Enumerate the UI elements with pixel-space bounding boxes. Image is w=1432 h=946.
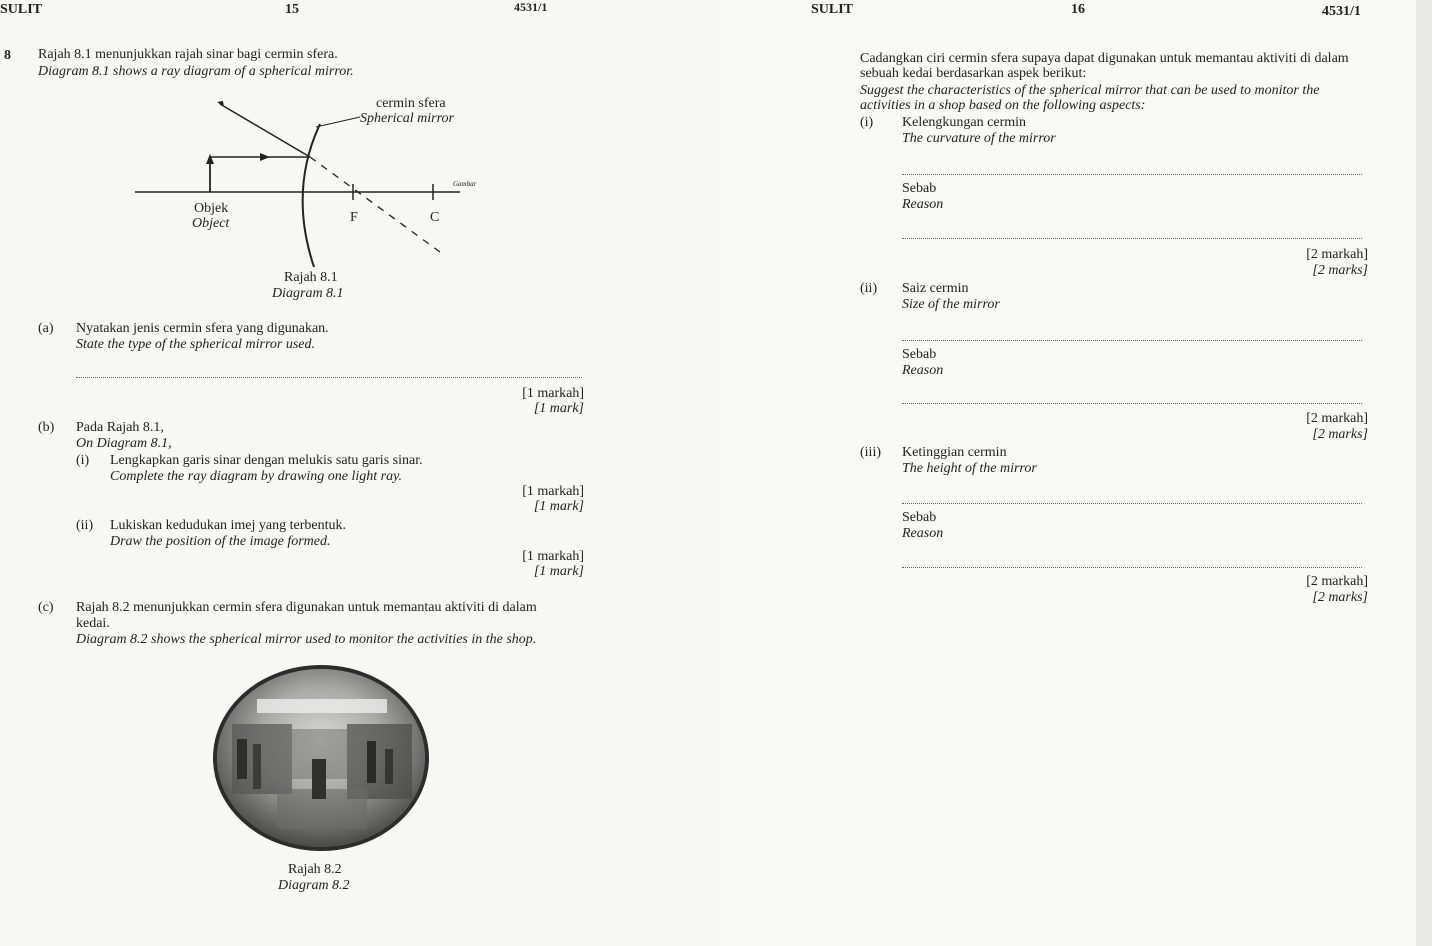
mirror-label-ms: cermin sfera bbox=[376, 96, 446, 111]
part-ii-text-en: Size of the mirror bbox=[902, 297, 1000, 312]
part-iii-text-en: The height of the mirror bbox=[902, 461, 1037, 476]
object-label-en: Object bbox=[192, 216, 230, 231]
diagram-8-2-caption-en: Diagram 8.2 bbox=[278, 878, 350, 893]
reflected-ray bbox=[220, 104, 310, 157]
part-iii-text-ms: Ketinggian cermin bbox=[902, 445, 1007, 460]
part-ii-reason-en: Reason bbox=[902, 363, 944, 378]
part-ii-label: (ii) bbox=[860, 281, 878, 296]
part-i-text-en: The curvature of the mirror bbox=[902, 131, 1056, 146]
part-ii-reason-line[interactable] bbox=[902, 403, 1362, 404]
header-sulit: SULIT bbox=[0, 2, 43, 17]
part-c-label: (c) bbox=[38, 600, 54, 615]
part-ii-answer-line[interactable] bbox=[902, 340, 1362, 341]
question-intro-en: Diagram 8.1 shows a ray diagram of a spherical mirror. bbox=[38, 64, 354, 79]
part-a-answer-line[interactable] bbox=[76, 377, 582, 378]
reflected-ray-arrowhead bbox=[217, 101, 224, 107]
mirror-label-en: Spherical mirror bbox=[360, 111, 454, 126]
part-c-text-ms-2: kedai. bbox=[76, 616, 110, 631]
part-ii-reason-ms: Sebab bbox=[902, 347, 937, 362]
part-iii-reason-ms: Sebab bbox=[902, 510, 937, 525]
part-b-i-label: (i) bbox=[76, 453, 90, 468]
part-a-text-ms: Nyatakan jenis cermin sfera yang digunakan. bbox=[76, 321, 329, 336]
header-sulit: SULIT bbox=[811, 2, 854, 17]
part-i-reason-en: Reason bbox=[902, 197, 944, 212]
part-b-text-ms: Pada Rajah 8.1, bbox=[76, 420, 164, 435]
centre-of-curvature-label: C bbox=[430, 210, 440, 225]
diagram-8-1-caption-ms: Rajah 8.1 bbox=[284, 270, 338, 285]
part-b-label: (b) bbox=[38, 420, 55, 435]
diagram-8-1-caption-en: Diagram 8.1 bbox=[272, 286, 344, 301]
part-iii-label: (iii) bbox=[860, 445, 881, 460]
part-b-i-text-ms: Lengkapkan garis sinar dengan melukis satu garis sinar. bbox=[110, 453, 423, 468]
part-ii-mark-ms: [2 markah] bbox=[1306, 411, 1368, 426]
part-b-i-mark-en: [1 mark] bbox=[533, 499, 584, 514]
intro-en-line-2: activities in a shop based on the following aspects: bbox=[860, 98, 1146, 113]
part-c-text-ms-1: Rajah 8.2 menunjukkan cermin sfera digunakan untuk memantau aktiviti di dalam bbox=[76, 600, 537, 615]
part-c-text-en: Diagram 8.2 shows the spherical mirror used to monitor the activities in the shop. bbox=[76, 632, 537, 647]
incident-ray-arrowhead bbox=[260, 153, 270, 161]
part-i-reason-line[interactable] bbox=[902, 238, 1362, 239]
part-b-ii-mark-en: [1 mark] bbox=[533, 564, 584, 579]
part-i-text-ms: Kelengkungan cermin bbox=[902, 115, 1027, 130]
part-i-mark-ms: [2 markah] bbox=[1306, 247, 1368, 262]
part-ii-text-ms: Saiz cermin bbox=[902, 281, 969, 296]
virtual-ray-extension bbox=[310, 157, 440, 252]
diagram-8-2-caption-ms: Rajah 8.2 bbox=[288, 862, 342, 877]
part-b-i-text-en: Complete the ray diagram by drawing one light ray. bbox=[110, 469, 403, 484]
part-a-mark-ms: [1 markah] bbox=[522, 386, 584, 401]
spherical-mirror-curve bbox=[303, 124, 320, 267]
part-iii-mark-en: [2 marks] bbox=[1312, 590, 1368, 605]
header-page-number: 16 bbox=[1071, 2, 1085, 17]
part-b-ii-label: (ii) bbox=[76, 518, 94, 533]
part-iii-answer-line[interactable] bbox=[902, 503, 1362, 504]
mirror-label-leader bbox=[316, 117, 360, 127]
intro-ms-line-2: sebuah kedai berdasarkan aspek berikut: bbox=[860, 66, 1087, 81]
shop-reflection-image bbox=[217, 669, 425, 847]
intro-ms-line-1: Cadangkan ciri cermin sfera supaya dapat digunakan untuk memantau aktiviti di dalam bbox=[860, 51, 1349, 66]
object-label-ms: Objek bbox=[194, 201, 229, 216]
part-a-mark-en: [1 mark] bbox=[533, 401, 584, 416]
axis-note: Gambar bbox=[453, 180, 477, 188]
question-number: 8 bbox=[4, 48, 11, 63]
exam-page-16 bbox=[716, 0, 1416, 946]
question-intro-ms: Rajah 8.1 menunjukkan rajah sinar bagi cermin sfera. bbox=[38, 47, 338, 62]
part-b-ii-text-ms: Lukiskan kedudukan imej yang terbentuk. bbox=[110, 518, 346, 533]
part-b-ii-mark-ms: [1 markah] bbox=[522, 549, 584, 564]
object-arrowhead bbox=[206, 154, 214, 164]
part-a-text-en: State the type of the spherical mirror used. bbox=[76, 337, 315, 352]
header-paper-code: 4531/1 bbox=[1322, 4, 1361, 19]
intro-en-line-1: Suggest the characteristics of the spherical mirror that can be used to monitor the bbox=[860, 83, 1320, 98]
part-b-text-en: On Diagram 8.1, bbox=[76, 436, 172, 451]
part-ii-mark-en: [2 marks] bbox=[1312, 427, 1368, 442]
convex-mirror-photo bbox=[213, 665, 429, 851]
part-i-mark-en: [2 marks] bbox=[1312, 263, 1368, 278]
focal-point-label: F bbox=[350, 210, 358, 225]
part-iii-mark-ms: [2 markah] bbox=[1306, 574, 1368, 589]
header-paper-code: 4531/1 bbox=[514, 0, 548, 14]
part-b-ii-text-en: Draw the position of the image formed. bbox=[110, 534, 331, 549]
part-b-i-mark-ms: [1 markah] bbox=[522, 484, 584, 499]
part-i-answer-line[interactable] bbox=[902, 174, 1362, 175]
part-a-label: (a) bbox=[38, 321, 54, 336]
part-iii-reason-line[interactable] bbox=[902, 567, 1362, 568]
part-i-label: (i) bbox=[860, 115, 874, 130]
part-iii-reason-en: Reason bbox=[902, 526, 944, 541]
header-page-number: 15 bbox=[285, 2, 299, 17]
part-i-reason-ms: Sebab bbox=[902, 181, 937, 196]
